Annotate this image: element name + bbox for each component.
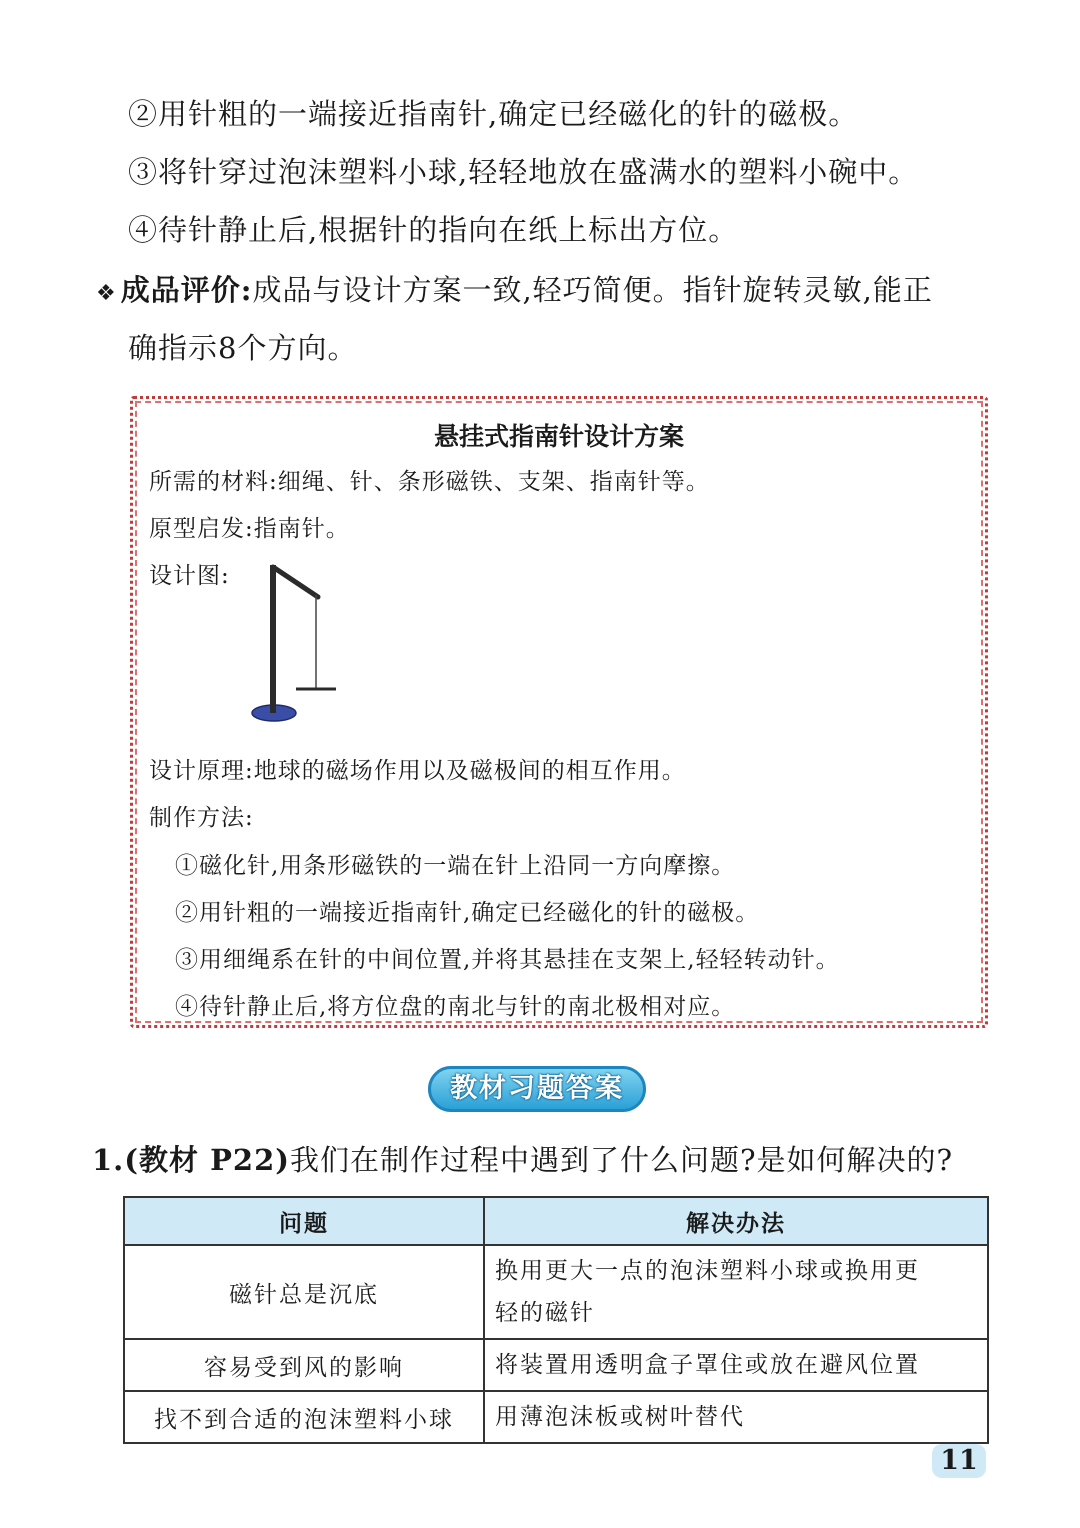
- solution-cell: 用薄泡沫板或树叶替代: [484, 1391, 988, 1443]
- question-1: [92, 1138, 953, 1179]
- page-number: 11: [932, 1444, 986, 1478]
- solution-line: 轻的磁针: [495, 1300, 595, 1326]
- method-step-3: ③用细绳系在针的中间位置,并将其悬挂在支架上,轻轻转动针。: [175, 947, 840, 973]
- table-row: [124, 1245, 988, 1339]
- question-source: (教材 P22): [124, 1143, 290, 1177]
- problem-cell: 容易受到风的影响: [124, 1339, 484, 1391]
- evaluation-label: 成品评价:: [120, 273, 253, 307]
- header-problem: 问题: [124, 1197, 484, 1245]
- section-title-badge: 教材习题答案: [428, 1066, 646, 1112]
- evaluation-text: 成品与设计方案一致,轻巧简便。指针旋转灵敏,能正: [252, 273, 933, 307]
- table-header-row: [124, 1197, 988, 1245]
- diamond-bullet-icon: ❖: [96, 281, 117, 306]
- design-plan-box: [130, 396, 988, 1028]
- method-step-4: ④待针静止后,将方位盘的南北与针的南北极相对应。: [175, 994, 736, 1020]
- evaluation-line-1: [96, 268, 933, 309]
- problem-cell: 磁针总是沉底: [124, 1245, 484, 1339]
- table-row: [124, 1391, 988, 1443]
- solution-cell: [484, 1245, 988, 1339]
- hanging-compass-stand-diagram: [248, 559, 338, 729]
- table-row: [124, 1339, 988, 1391]
- diagram-label: 设计图:: [149, 563, 230, 589]
- question-text: 我们在制作过程中遇到了什么问题?是如何解决的?: [289, 1143, 954, 1177]
- step-3-text: ③将针穿过泡沫塑料小球,轻轻地放在盛满水的塑料小碗中。: [128, 155, 919, 189]
- method-label: 制作方法:: [149, 805, 254, 831]
- design-plan-title: 悬挂式指南针设计方案: [433, 422, 684, 451]
- header-solution: 解决办法: [484, 1197, 988, 1245]
- question-number: 1.: [92, 1143, 125, 1177]
- problem-cell: 找不到合适的泡沫塑料小球: [124, 1391, 484, 1443]
- method-step-2: ②用针粗的一端接近指南针,确定已经磁化的针的磁极。: [175, 900, 760, 926]
- method-step-1: ①磁化针,用条形磁铁的一端在针上沿同一方向摩擦。: [175, 853, 736, 879]
- step-4-text: ④待针静止后,根据针的指向在纸上标出方位。: [128, 213, 739, 247]
- prototype-text: 原型启发:指南针。: [149, 516, 350, 542]
- principle-text: 设计原理:地球的磁场作用以及磁极间的相互作用。: [149, 758, 686, 784]
- answer-table: [123, 1196, 989, 1444]
- step-2-text: ②用针粗的一端接近指南针,确定已经磁化的针的磁极。: [128, 97, 859, 131]
- solution-cell: 将装置用透明盒子罩住或放在避风位置: [484, 1339, 988, 1391]
- evaluation-line-2: 确指示8个方向。: [128, 331, 358, 365]
- materials-text: 所需的材料:细绳、针、条形磁铁、支架、指南针等。: [149, 469, 710, 495]
- solution-line: 换用更大一点的泡沫塑料小球或换用更: [495, 1258, 920, 1284]
